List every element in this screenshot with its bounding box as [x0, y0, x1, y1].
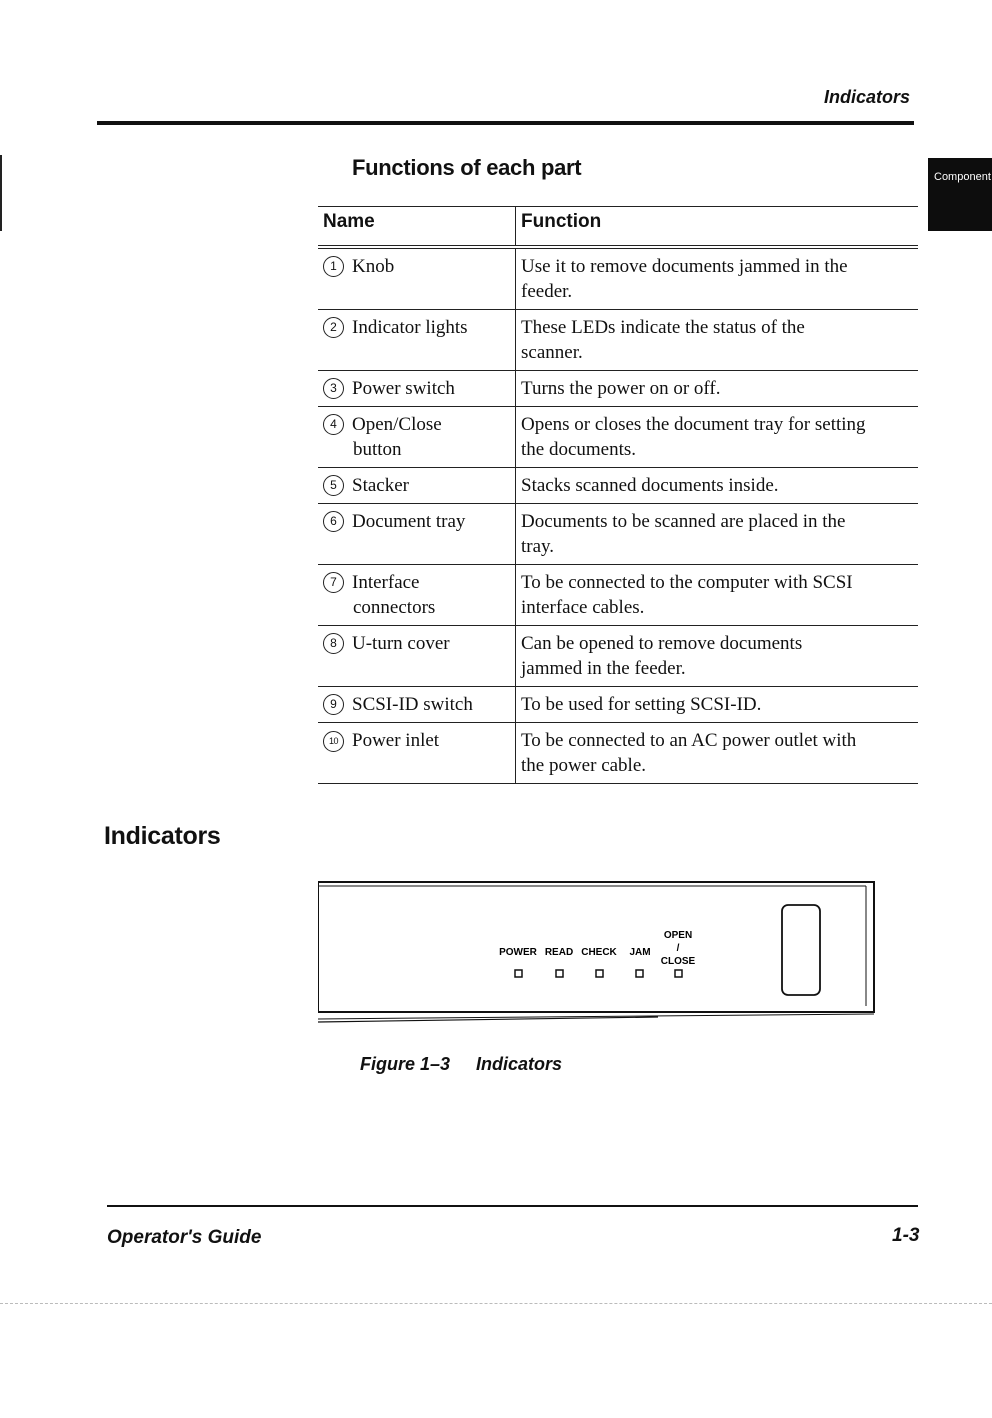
table-row: [318, 407, 918, 468]
part-function-cell: [516, 687, 919, 723]
part-number-badge: 9: [323, 694, 344, 715]
part-number-badge: 2: [323, 317, 344, 338]
part-function-line: feeder.: [521, 281, 573, 302]
part-name: Interface: [352, 572, 420, 593]
table-row: [318, 723, 918, 784]
part-function-line: the documents.: [521, 439, 637, 460]
part-number-badge: 4: [323, 414, 344, 435]
page-number: 1-3: [892, 1225, 920, 1246]
part-name-cell: [318, 407, 516, 468]
power-switch-icon: [782, 905, 820, 995]
check-led-icon: [596, 970, 603, 977]
part-function-line: Can be opened to remove documents: [521, 633, 803, 654]
part-number-badge: 1: [323, 256, 344, 277]
part-function-line: Use it to remove documents jammed in the: [521, 256, 848, 277]
part-number-badge: 6: [323, 511, 344, 532]
label-read: READ: [544, 947, 574, 958]
part-function-line: These LEDs indicate the status of the: [521, 317, 805, 338]
part-function-cell: [516, 626, 919, 687]
figure-title: Indicators: [476, 1054, 563, 1074]
figure-number: Figure 1–3: [360, 1054, 451, 1074]
parts-table: [318, 206, 918, 784]
open-close-button-icon: [675, 970, 682, 977]
column-header-name: Name: [318, 207, 516, 248]
part-function-cell: [516, 247, 919, 310]
header-rule: [97, 121, 914, 125]
part-name: U-turn cover: [352, 633, 450, 654]
part-name: Open/Close: [352, 414, 442, 435]
part-name: Power switch: [352, 378, 455, 399]
part-name-cell: [318, 723, 516, 784]
part-function-cell: [516, 723, 919, 784]
table-header-row: [318, 207, 918, 248]
label-jam: JAM: [629, 947, 651, 958]
part-function-cell: [516, 310, 919, 371]
footer-guide-title: Operator's Guide: [107, 1227, 262, 1248]
label-slash: /: [676, 943, 680, 954]
table-row: [318, 468, 918, 504]
part-name: Power inlet: [352, 730, 440, 751]
table-row: [318, 247, 918, 310]
running-head: Indicators: [823, 87, 910, 107]
part-name-cell: [318, 468, 516, 504]
part-name: Knob: [352, 256, 395, 277]
column-header-function: Function: [516, 207, 919, 248]
label-power: POWER: [499, 947, 537, 958]
part-name: Document tray: [352, 511, 466, 532]
part-function-line: To be connected to the computer with SCSI: [521, 572, 853, 593]
part-name: SCSI-ID switch: [352, 694, 473, 715]
part-name-cell: [318, 247, 516, 310]
parts-table-body: [318, 247, 918, 784]
part-function-line: To be connected to an AC power outlet with: [521, 730, 857, 751]
part-name: button: [353, 439, 402, 460]
label-check: CHECK: [581, 947, 617, 958]
part-name: Stacker: [352, 475, 409, 496]
part-name-cell: [318, 504, 516, 565]
read-led-icon: [556, 970, 563, 977]
part-function-line: Documents to be scanned are placed in the: [521, 511, 846, 532]
part-name: Indicator lights: [352, 317, 468, 338]
indicator-panel-figure: [318, 876, 878, 1026]
part-number-badge: 10: [323, 731, 344, 752]
indicators-heading: Indicators: [104, 822, 221, 850]
part-function-line: Stacks scanned documents inside.: [521, 475, 779, 496]
footer-rule: [107, 1205, 918, 1207]
power-led-icon: [515, 970, 522, 977]
part-function-line: Turns the power on or off.: [521, 378, 721, 399]
part-name-cell: [318, 310, 516, 371]
part-name-cell: [318, 626, 516, 687]
jam-led-icon: [636, 970, 643, 977]
section-title: Functions of each part: [352, 155, 582, 180]
part-function-line: To be used for setting SCSI-ID.: [521, 694, 762, 715]
part-function-line: tray.: [521, 536, 555, 557]
part-function-cell: [516, 407, 919, 468]
part-function-cell: [516, 504, 919, 565]
label-open: OPEN: [663, 930, 693, 941]
part-name-cell: [318, 687, 516, 723]
table-row: [318, 565, 918, 626]
table-row: [318, 626, 918, 687]
label-close: CLOSE: [660, 956, 696, 967]
chapter-tab: Component: [928, 158, 992, 231]
part-function-line: scanner.: [521, 342, 583, 363]
table-row: [318, 310, 918, 371]
scan-artifact-line: [0, 1303, 992, 1304]
table-row: [318, 504, 918, 565]
table-row: [318, 371, 918, 407]
part-function-cell: [516, 565, 919, 626]
part-name: connectors: [353, 597, 436, 618]
part-number-badge: 8: [323, 633, 344, 654]
part-function-line: the power cable.: [521, 755, 647, 776]
part-function-cell: [516, 371, 919, 407]
part-number-badge: 7: [323, 572, 344, 593]
part-name-cell: [318, 565, 516, 626]
part-function-cell: [516, 468, 919, 504]
table-row: [318, 687, 918, 723]
margin-bar: [0, 155, 2, 231]
part-name-cell: [318, 371, 516, 407]
part-function-line: jammed in the feeder.: [521, 658, 686, 679]
part-function-line: interface cables.: [521, 597, 645, 618]
part-number-badge: 5: [323, 475, 344, 496]
part-function-line: Opens or closes the document tray for setting: [521, 414, 866, 435]
part-number-badge: 3: [323, 378, 344, 399]
figure-caption: [360, 1054, 562, 1075]
